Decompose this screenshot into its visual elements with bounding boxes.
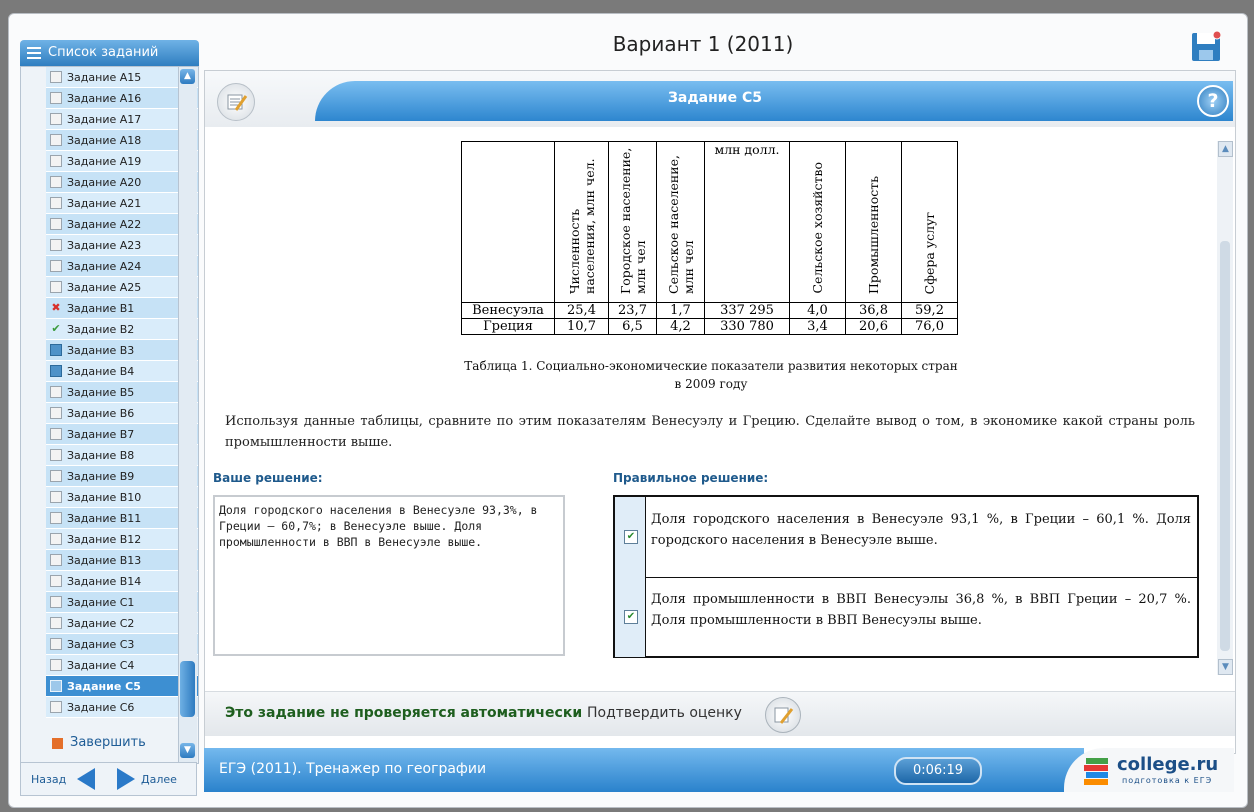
books-icon <box>1082 752 1114 788</box>
cross-icon: ✖ <box>51 301 61 314</box>
task-list-item[interactable] <box>46 130 199 151</box>
status-box-icon <box>50 218 62 230</box>
finish-label: Завершить <box>70 735 146 750</box>
header <box>200 20 1240 72</box>
stop-icon <box>52 738 63 749</box>
task-panel <box>204 70 1236 754</box>
criterion-text: Доля промышленности в ВВП Венесуэлы 36,8 %, в ВВП Греции – 20,7 %. Доля промышленности в ВВП Венесуэлы выше. <box>651 592 1191 628</box>
task-list-item-label: Задание C5 <box>67 679 141 693</box>
content-scroll-thumb[interactable] <box>1220 241 1230 651</box>
task-list-item-label: Задание C6 <box>67 700 135 714</box>
task-list-item-label: Задание A16 <box>67 91 142 105</box>
list-icon <box>27 46 41 60</box>
criterion-checkbox[interactable]: ✔ <box>624 530 638 544</box>
task-list-item-label: Задание B1 <box>67 301 135 315</box>
task-list-item-label: Задание A17 <box>67 112 142 126</box>
task-list-item-label: Задание A19 <box>67 154 142 168</box>
table-header-cell: Сельское население, млн чел <box>657 142 705 303</box>
logo-subtext: подготовка к ЕГЭ <box>1122 776 1213 785</box>
table-cell: 4,2 <box>657 319 705 335</box>
table-cell: 3,4 <box>790 319 846 335</box>
table-cell: 36,8 <box>846 303 902 319</box>
task-header <box>205 71 1235 127</box>
auto-check-note: Это задание не проверяется автоматически <box>225 705 583 721</box>
task-list-item[interactable] <box>46 235 199 256</box>
task-list-item-label: Задание C2 <box>67 616 135 630</box>
timer: 0:06:19 <box>894 757 982 785</box>
task-list-item-label: Задание B7 <box>67 427 135 441</box>
table-cell: 6,5 <box>609 319 657 335</box>
table-cell: 330 780 <box>705 319 790 335</box>
table-cell: 76,0 <box>902 319 958 335</box>
task-list-item[interactable] <box>46 151 199 172</box>
task-list-item[interactable] <box>46 466 199 487</box>
status-box-icon <box>50 533 62 545</box>
status-box-icon <box>50 260 62 272</box>
table-cell: 20,6 <box>846 319 902 335</box>
status-box-icon <box>50 617 62 629</box>
table-cell: 1,7 <box>657 303 705 319</box>
criterion-text: Доля городского населения в Венесуэле 93,1 %, в Греции – 60,1 %. Доля городского населения в Венесуэле выше. <box>651 512 1191 548</box>
table-row <box>462 319 958 335</box>
table-cell: 337 295 <box>705 303 790 319</box>
task-list-item[interactable] <box>46 319 199 340</box>
status-box-icon <box>50 197 62 209</box>
status-box-icon <box>50 638 62 650</box>
table-header-cell: Численность населения, млн чел. <box>555 142 609 303</box>
your-solution-label: Ваше решение: <box>213 471 323 485</box>
task-list-item[interactable] <box>46 571 199 592</box>
solution-textarea[interactable]: Доля городского населения в Венесуэле 93,3%, в Греции – 60,7%; в Венесуэле выше. Доля промышленности в ВВП в Венесуэле выше. <box>213 495 565 656</box>
task-list-item-label: Задание B4 <box>67 364 135 378</box>
scroll-down-icon[interactable]: ▼ <box>180 743 195 758</box>
status-box-icon <box>50 701 62 713</box>
table-caption: Таблица 1. Социально-экономические показатели развития некоторых стран в 2009 году <box>464 359 958 391</box>
scroll-thumb[interactable] <box>180 661 195 717</box>
task-list-scrollbar[interactable] <box>178 67 197 763</box>
task-list-item[interactable] <box>46 424 199 445</box>
task-rows <box>46 67 199 718</box>
task-list-item[interactable] <box>46 403 199 424</box>
status-box-icon <box>50 92 62 104</box>
task-list-item-label: Задание B8 <box>67 448 135 462</box>
table-header-cell: Городское население, млн чел <box>609 142 657 303</box>
task-list-item[interactable] <box>46 592 199 613</box>
task-list-item[interactable] <box>46 382 199 403</box>
arrow-right-icon[interactable] <box>117 768 135 790</box>
table-header-cell: Промышленность <box>846 142 902 303</box>
status-box-icon <box>50 134 62 146</box>
task-list-item-label: Задание B9 <box>67 469 135 483</box>
question-text: Используя данные таблицы, сравните по этим показателям Венесуэлу и Грецию. Сделайте вывод о том, в экономике какой страны роль промышленности выше. <box>225 414 1195 450</box>
task-list-item[interactable] <box>46 340 199 361</box>
status-box-icon <box>50 680 62 692</box>
task-list-item[interactable] <box>46 109 199 130</box>
finish-button[interactable] <box>20 728 180 758</box>
task-list-item[interactable] <box>46 445 199 466</box>
status-box-icon <box>50 512 62 524</box>
task-list-item-label: Задание C1 <box>67 595 135 609</box>
arrow-left-icon[interactable] <box>77 768 95 790</box>
correct-solution-table <box>613 495 1199 658</box>
task-list-title: Список заданий <box>48 45 159 60</box>
task-list-item-label: Задание A22 <box>67 217 142 231</box>
college-logo <box>1082 752 1232 792</box>
table-cell: Греция <box>462 319 555 335</box>
task-list-item[interactable] <box>46 529 199 550</box>
content-scroll-down-icon[interactable]: ▼ <box>1218 659 1233 675</box>
confirm-grade-icon[interactable] <box>765 697 801 733</box>
task-list-item[interactable] <box>46 193 199 214</box>
correct-solution-row <box>615 497 1197 578</box>
task-list-item[interactable] <box>46 256 199 277</box>
task-list-item[interactable] <box>46 277 199 298</box>
status-box-icon <box>50 365 62 377</box>
checkbox-column <box>615 577 646 657</box>
task-list-item[interactable] <box>46 361 199 382</box>
table-cell: 4,0 <box>790 303 846 319</box>
task-list-item-label: Задание B6 <box>67 406 135 420</box>
correct-solution-row <box>615 577 1197 657</box>
table-cell: 10,7 <box>555 319 609 335</box>
table-header-row <box>462 142 958 303</box>
checkbox-column <box>615 497 646 577</box>
table-cell: 59,2 <box>902 303 958 319</box>
table-cell: Венесуэла <box>462 303 555 319</box>
criterion-checkbox[interactable]: ✔ <box>624 610 638 624</box>
scroll-up-icon[interactable]: ▲ <box>180 69 195 84</box>
task-list-item-label: Задание C3 <box>67 637 135 651</box>
table-header-cell: Сфера услуг <box>902 142 958 303</box>
task-list-item-label: Задание B2 <box>67 322 135 336</box>
status-box-icon <box>50 428 62 440</box>
table-header-cell <box>462 142 555 303</box>
task-list-item-label: Задание B3 <box>67 343 135 357</box>
status-box-icon <box>50 575 62 587</box>
table-header-cell: млн долл. <box>705 142 790 303</box>
status-box-icon <box>50 386 62 398</box>
task-list-item[interactable] <box>46 634 199 655</box>
task-list <box>20 66 199 764</box>
task-list-item[interactable] <box>46 697 199 718</box>
task-list-item[interactable] <box>46 676 199 697</box>
status-box-icon <box>50 113 62 125</box>
save-icon[interactable] <box>1191 30 1221 62</box>
forward-label[interactable]: Далее <box>141 773 177 786</box>
status-box-icon <box>50 449 62 461</box>
status-box-icon <box>50 491 62 503</box>
table-cell: 23,7 <box>609 303 657 319</box>
task-list-item[interactable] <box>46 613 199 634</box>
task-list-item[interactable] <box>46 88 199 109</box>
task-list-item-label: Задание B5 <box>67 385 135 399</box>
footer <box>204 748 1234 796</box>
task-list-item-label: Задание A20 <box>67 175 142 189</box>
status-box-icon <box>50 176 62 188</box>
logo-text: college.ru <box>1117 754 1219 775</box>
task-list-header <box>20 40 199 66</box>
check-icon: ✔ <box>51 322 61 335</box>
back-label[interactable]: Назад <box>31 773 67 786</box>
task-list-item[interactable] <box>46 655 199 676</box>
task-list-item-label: Задание A21 <box>67 196 142 210</box>
window-title: Вариант 1 (2011) <box>612 32 794 56</box>
task-list-item[interactable] <box>46 550 199 571</box>
status-box-icon <box>50 344 62 356</box>
table-header-cell: Сельское хозяйство <box>790 142 846 303</box>
task-list-item[interactable] <box>46 298 199 319</box>
task-list-item-label: Задание A24 <box>67 259 142 273</box>
status-box-icon <box>50 470 62 482</box>
grading-bar <box>205 691 1235 736</box>
table-cell: 25,4 <box>555 303 609 319</box>
content-scrollbar[interactable] <box>1217 141 1233 675</box>
task-list-item-label: Задание B12 <box>67 532 142 546</box>
status-box-icon <box>50 596 62 608</box>
nav-bar <box>20 762 197 796</box>
task-list-item-label: Задание B13 <box>67 553 142 567</box>
status-box-icon <box>50 554 62 566</box>
notepad-icon[interactable] <box>217 83 255 121</box>
task-list-item-label: Задание B10 <box>67 490 142 504</box>
confirm-grade-label[interactable]: Подтвердить оценку <box>587 705 742 721</box>
task-list-item[interactable] <box>46 508 199 529</box>
task-list-item-label: Задание A23 <box>67 238 142 252</box>
task-list-item[interactable] <box>46 214 199 235</box>
task-list-item[interactable] <box>46 487 199 508</box>
status-box-icon <box>50 407 62 419</box>
content-scroll-up-icon[interactable]: ▲ <box>1218 141 1233 157</box>
status-box-icon <box>50 659 62 671</box>
task-list-item-label: Задание C4 <box>67 658 135 672</box>
task-list-item[interactable] <box>46 172 199 193</box>
status-box-icon <box>50 281 62 293</box>
correct-solution-label: Правильное решение: <box>613 471 769 485</box>
task-list-item-label: Задание A25 <box>67 280 142 294</box>
task-list-item-label: Задание B14 <box>67 574 142 588</box>
task-list-item[interactable] <box>46 67 199 88</box>
footer-title: ЕГЭ (2011). Тренажер по географии <box>219 761 487 777</box>
table-row <box>462 303 958 319</box>
status-box-icon <box>50 155 62 167</box>
task-title: Задание С5 <box>667 90 762 106</box>
task-list-item-label: Задание B11 <box>67 511 142 525</box>
task-list-item-label: Задание A15 <box>67 70 142 84</box>
data-table <box>461 141 958 335</box>
status-box-icon <box>50 71 62 83</box>
task-list-item-label: Задание A18 <box>67 133 142 147</box>
status-box-icon <box>50 239 62 251</box>
task-list-panel <box>20 40 200 756</box>
help-icon[interactable]: ? <box>1197 85 1229 117</box>
